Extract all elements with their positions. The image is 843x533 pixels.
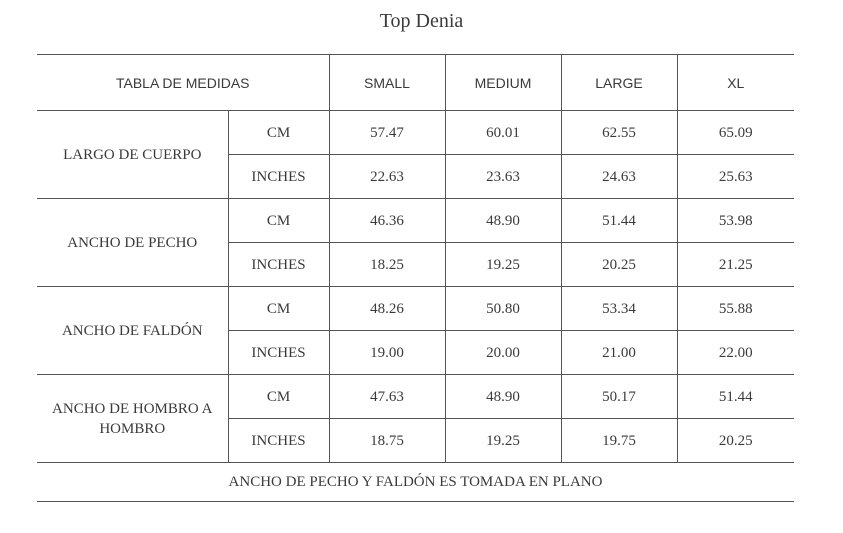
value-cell: 19.75 [561,419,677,463]
value-cell: 18.75 [329,419,445,463]
value-cell: 22.63 [329,155,445,199]
value-cell: 21.25 [677,243,794,287]
unit-label: INCHES [228,155,329,199]
size-header-small: SMALL [329,55,445,111]
measure-label: ANCHO DE FALDÓN [37,287,228,375]
value-cell: 25.63 [677,155,794,199]
value-cell: 19.25 [445,419,561,463]
unit-label: CM [228,287,329,331]
table-row [37,199,794,243]
table-row [37,111,794,155]
value-cell: 22.00 [677,331,794,375]
value-cell: 48.90 [445,199,561,243]
value-cell: 20.00 [445,331,561,375]
value-cell: 53.34 [561,287,677,331]
value-cell: 19.00 [329,331,445,375]
size-header-medium: MEDIUM [445,55,561,111]
unit-label: CM [228,111,329,155]
value-cell: 20.25 [677,419,794,463]
value-cell: 50.17 [561,375,677,419]
unit-label: CM [228,199,329,243]
table-header-row [37,55,794,111]
table-row [37,287,794,331]
value-cell: 46.36 [329,199,445,243]
value-cell: 19.25 [445,243,561,287]
table-row [37,375,794,419]
value-cell: 47.63 [329,375,445,419]
table-corner-label: TABLA DE MEDIDAS [37,55,329,111]
page-title: Top Denia [379,10,464,32]
table-note: ANCHO DE PECHO Y FALDÓN ES TOMADA EN PLANO [37,463,794,502]
value-cell: 51.44 [561,199,677,243]
value-cell: 65.09 [677,111,794,155]
value-cell: 23.63 [445,155,561,199]
value-cell: 18.25 [329,243,445,287]
size-header-xl: XL [677,55,794,111]
value-cell: 51.44 [677,375,794,419]
size-header-large: LARGE [561,55,677,111]
unit-label: INCHES [228,331,329,375]
size-table [37,54,794,502]
value-cell: 20.25 [561,243,677,287]
measure-label: LARGO DE CUERPO [37,111,228,199]
value-cell: 57.47 [329,111,445,155]
measure-label: ANCHO DE HOMBRO A HOMBRO [37,375,228,463]
value-cell: 48.26 [329,287,445,331]
unit-label: INCHES [228,419,329,463]
unit-label: INCHES [228,243,329,287]
measure-label: ANCHO DE PECHO [37,199,228,287]
value-cell: 21.00 [561,331,677,375]
value-cell: 53.98 [677,199,794,243]
value-cell: 50.80 [445,287,561,331]
value-cell: 24.63 [561,155,677,199]
value-cell: 62.55 [561,111,677,155]
unit-label: CM [228,375,329,419]
value-cell: 60.01 [445,111,561,155]
table-note-row [37,463,794,502]
value-cell: 55.88 [677,287,794,331]
value-cell: 48.90 [445,375,561,419]
